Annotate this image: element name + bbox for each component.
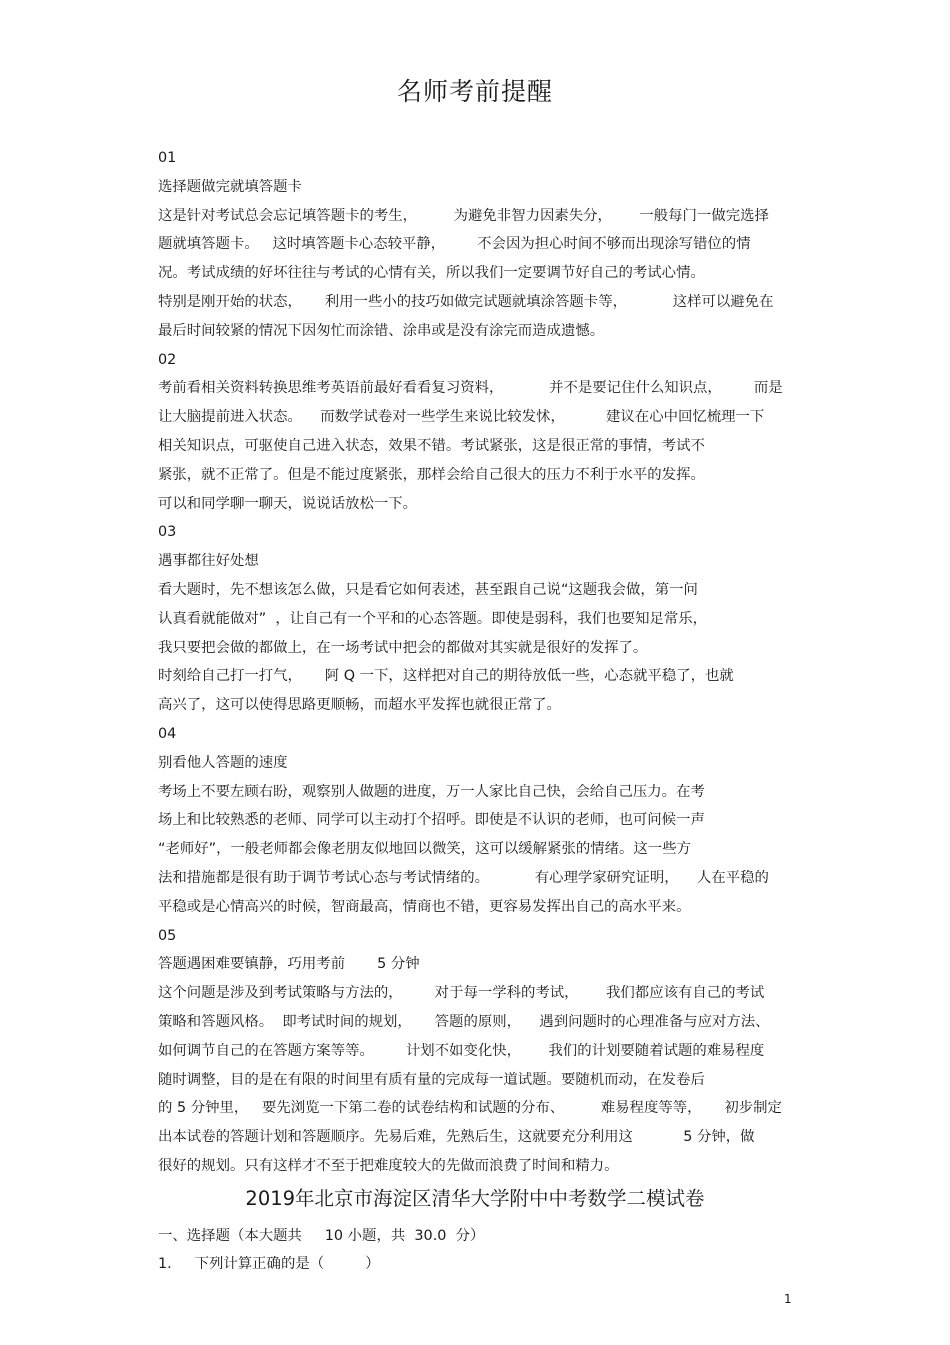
text-line: 紧张，就不正常了。但是不能过度紧张，那样会给自己很大的压力不利于水平的发挥。 [158,466,705,483]
text-line: 法和措施都是很有助于调节考试心态与考试情绪的。 有心理学家研究证明， 人在平稳的 [158,869,769,886]
text-line: 选择题做完就填答题卡 [158,178,302,195]
text-line: 的 5 分钟里， 要先浏览一下第二卷的试卷结构和试题的分布、 难易程度等等， 初步制定 [158,1100,782,1117]
text-line: 看大题时，先不想该怎么做，只是看它如何表述，甚至跟自己说“这题我会做，第一问 [158,581,698,598]
question-1: 1. 下列计算正确的是（ ） [158,1256,380,1272]
text-line: 这个问题是涉及到考试策略与方法的， 对于每一学科的考试， 我们都应该有自己的考试 [158,985,765,1002]
text-line: 题就填答题卡。 这时填答题卡心态较平静， 不会因为担心时间不够而出现涂写错位的情 [158,236,751,253]
page-title: 名师考前提醒 [396,77,553,106]
text-line: 03 [158,524,177,541]
text-line: 认真看就能做对” ，让自己有一个平和的心态答题。即使是弱科，我们也要知足常乐， [158,610,708,627]
text-line: 况。考试成绩的好坏往往与考试的心情有关，所以我们一定要调节好自己的考试心情。 [158,265,705,282]
text-line: 01 [158,150,177,166]
text-line: 答题遇困难要镇静，巧用考前 5 分钟 [158,956,420,973]
text-line: 平稳或是心情高兴的时候，智商最高，情商也不错，更容易发挥出自己的高水平来。 [158,898,691,915]
text-line: 考场上不要左顾右盼，观察别人做题的进度，万一人家比自己快，会给自己压力。在考 [158,783,705,800]
text-line: 这是针对考试总会忘记填答题卡的考生， 为避免非智力因素失分， 一般每门一做完选择 [158,207,769,224]
section-heading: 一、选择题（本大题共 10 小题，共 30.0 分） [158,1228,485,1244]
text-line: 我只要把会做的都做上，在一场考试中把会的都做对其实就是很好的发挥了。 [158,639,648,656]
article-body [158,144,798,1181]
text-line: 如何调节自己的在答题方案等等。 计划不如变化快， 我们的计划要随着试题的难易程度 [158,1042,765,1059]
text-line: 遇事都往好处想 [158,553,259,570]
text-line: 02 [158,351,177,368]
text-line: 最后时间较紧的情况下因匆忙而涂错、涂串或是没有涂完而造成遗憾。 [158,322,605,339]
text-line: 场上和比较熟悉的老师、同学可以主动打个招呼。即使是不认识的老师，也可问候一声 [158,812,705,829]
text-line: 05 [158,927,177,944]
text-line: 出本试卷的答题计划和答题顺序。先易后难，先熟后生，这就要充分利用这 5 分钟，做 [158,1129,755,1146]
text-line: 时刻给自己打一打气， 阿 Q 一下，这样把对自己的期待放低一些，心态就平稳了，也就 [158,668,734,685]
text-line: 随时调整，目的是在有限的时间里有质有量的完成每一道试题。要随机而动，在发卷后 [158,1071,705,1088]
text-line: 特别是刚开始的状态， 利用一些小的技巧如做完试题就填涂答题卡等， 这样可以避免在 [158,293,774,310]
text-line: 很好的规划。只有这样才不至于把难度较大的先做而浪费了时间和精力。 [158,1157,619,1174]
text-line: 04 [158,725,177,742]
text-line: “老师好”，一般老师都会像老朋友似地回以微笑，这可以缓解紧张的情绪。这一些方 [158,841,691,858]
text-line: 考前看相关资料转换思维考英语前最好看看复习资料， 并不是要记住什么知识点， 而是 [158,380,783,397]
text-line: 策略和答题风格。 即考试时间的规划， 答题的原则， 遇到问题时的心理准备与应对方法、 [158,1013,770,1030]
text-line: 别看他人答题的速度 [158,754,288,771]
text-line: 相关知识点，可驱使自己进入状态，效果不错。考试紧张，这是很正常的事情，考试不 [158,437,705,454]
page-number: 1 [784,1292,792,1306]
exam-title: 2019年北京市海淀区清华大学附中中考数学二模试卷 [245,1187,705,1210]
text-line: 高兴了，这可以使得思路更顺畅，而超水平发挥也就很正常了。 [158,697,561,714]
text-line: 让大脑提前进入状态。 而数学试卷对一些学生来说比较发怵， 建议在心中回忆梳理一下 [158,409,765,426]
text-line: 可以和同学聊一聊天，说说话放松一下。 [158,495,418,512]
